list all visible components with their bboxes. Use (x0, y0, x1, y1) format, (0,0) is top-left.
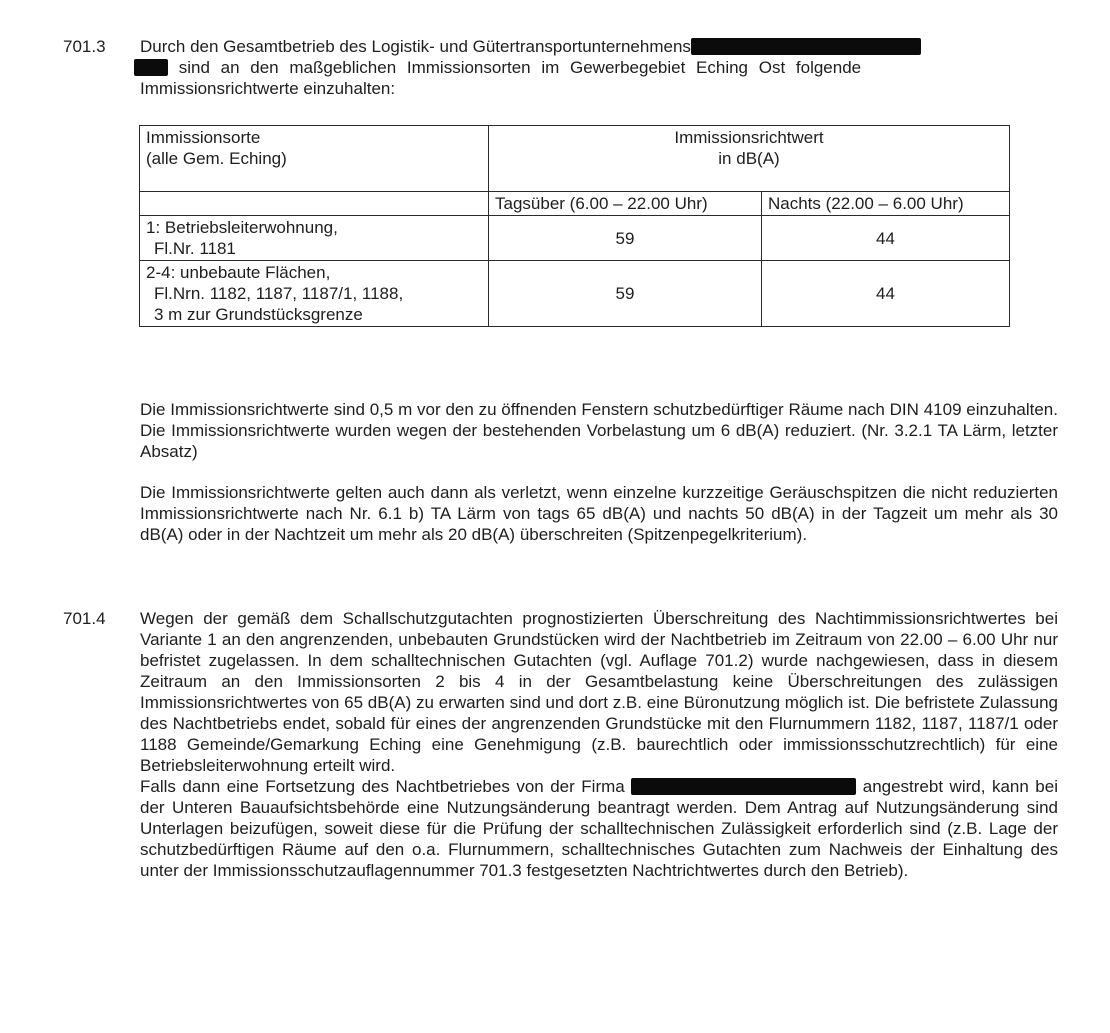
table-row (140, 216, 1010, 261)
redacted-company-name (631, 778, 856, 795)
row-night-value: 44 (762, 216, 1010, 261)
section-intro (140, 36, 1053, 99)
intro-line-3: Immissionsrichtwerte einzuhalten: (140, 79, 396, 98)
immission-limits-table (139, 125, 1010, 327)
paragraph-peak-criterion: Die Immissionsrichtwerte gelten auch dann als verletzt, wenn einzelne kurzzeitige Geräuschspitzen die nicht reduzierten Immissionsrichtwerte nach Nr. 6.1 b) TA Lärm von tags 65 dB(A) und nachts 50 dB(A) in der Tagzeit um mehr als 30 dB(A) oder in der Nachtzeit um mehr als 20 dB(A) überschreiten (Spitzenpegelkriterium). (140, 483, 1058, 544)
header-limit: Immissionsrichtwert in dB(A) (489, 126, 1010, 192)
redacted-company-suffix (134, 59, 168, 76)
subheader-empty (140, 192, 489, 216)
row-location: 2-4: unbebaute Flächen, Fl.Nrn. 1182, 1187, 1187/1, 1188, 3 m zur Grundstücksgrenze (140, 261, 489, 327)
row-day-value: 59 (489, 261, 762, 327)
subheader-day: Tagsüber (6.00 – 22.00 Uhr) (489, 192, 762, 216)
row-night-value: 44 (762, 261, 1010, 327)
subheader-night: Nachts (22.00 – 6.00 Uhr) (762, 192, 1010, 216)
intro-line-2: sind an den maßgeblichen Immissionsorten im Gewerbegebiet Eching Ost folgende (178, 58, 862, 77)
table-row (140, 261, 1010, 327)
paragraph-measurement-location: Die Immissionsrichtwerte sind 0,5 m vor den zu öffnenden Fenstern schutzbedürftiger Räume nach DIN 4109 einzuhalten. Die Immissionsrichtwerte wurden wegen der bestehenden Vorbelastung um 6 dB(A) reduziert. (Nr. 3.2.1 TA Lärm, letzter Absatz) (140, 400, 1058, 461)
header-location: Immissionsorte (alle Gem. Eching) (140, 126, 489, 192)
section-701-3 (63, 36, 1053, 99)
table-subheader-row (140, 192, 1010, 216)
table-header-row (140, 126, 1010, 192)
section-701-4-followup: Falls dann eine Fortsetzung des Nachtbetriebes von der Firma angestrebt wird, kann bei der Unteren Bauaufsichtsbehörde eine Nutzungsänderung beantragt werden. Dem Antrag auf Nutzungsänderung sind Unterlagen beizufügen, soweit diese für die Prüfung der schalltechnischen Zulässigkeit erforderlich sind (z.B. Lage der schutzbedürftigen Räume auf den o.a. Flurnummern, schalltechnisches Gutachten zum Nachweis der Einhaltung des unter der Immissionsschutzauflagennummer 701.3 festgesetzten Nachtrichtwertes durch den Betrieb). (140, 777, 1058, 880)
section-number: 701.3 (63, 37, 106, 56)
row-day-value: 59 (489, 216, 762, 261)
section-701-4 (63, 608, 1058, 881)
section-number: 701.4 (63, 609, 106, 628)
row-location: 1: Betriebsleiterwohnung, Fl.Nr. 1181 (140, 216, 489, 261)
redacted-company-name (691, 38, 921, 55)
section-701-4-text: Wegen der gemäß dem Schallschutzgutachten prognostizierten Überschreitung des Nachtimmissionsrichtwertes bei Variante 1 an den angrenzenden, unbebauten Grundstücken wird der Nachtbetrieb im Zeitraum von 22.00 – 6.00 Uhr nur befristet zugelassen. In dem schalltechnischen Gutachten (vgl. Auflage 701.2) wurde nachgewiesen, dass in diesem Zeitraum an den Immissionsorten 2 bis 4 in der Gesamtbelastung keine Überschreitungen des zulässigen Immissionsrichtwertes von 65 dB(A) zu erwarten sind und dort z.B. eine Büronutzung möglich ist. Die befristete Zulassung des Nachtbetriebs endet, sobald für eines der angrenzenden Grundstücke mit den Flurnummern 1182, 1187, 1187/1 oder 1188 Gemeinde/Gemarkung Eching eine Genehmigung (z.B. baurechtlich oder immissionsschutzrechtlich) für eine Betriebsleiterwohnung erteilt wird. (140, 609, 1058, 775)
intro-line-1: Durch den Gesamtbetrieb des Logistik- und Gütertransportunternehmens (140, 37, 691, 56)
